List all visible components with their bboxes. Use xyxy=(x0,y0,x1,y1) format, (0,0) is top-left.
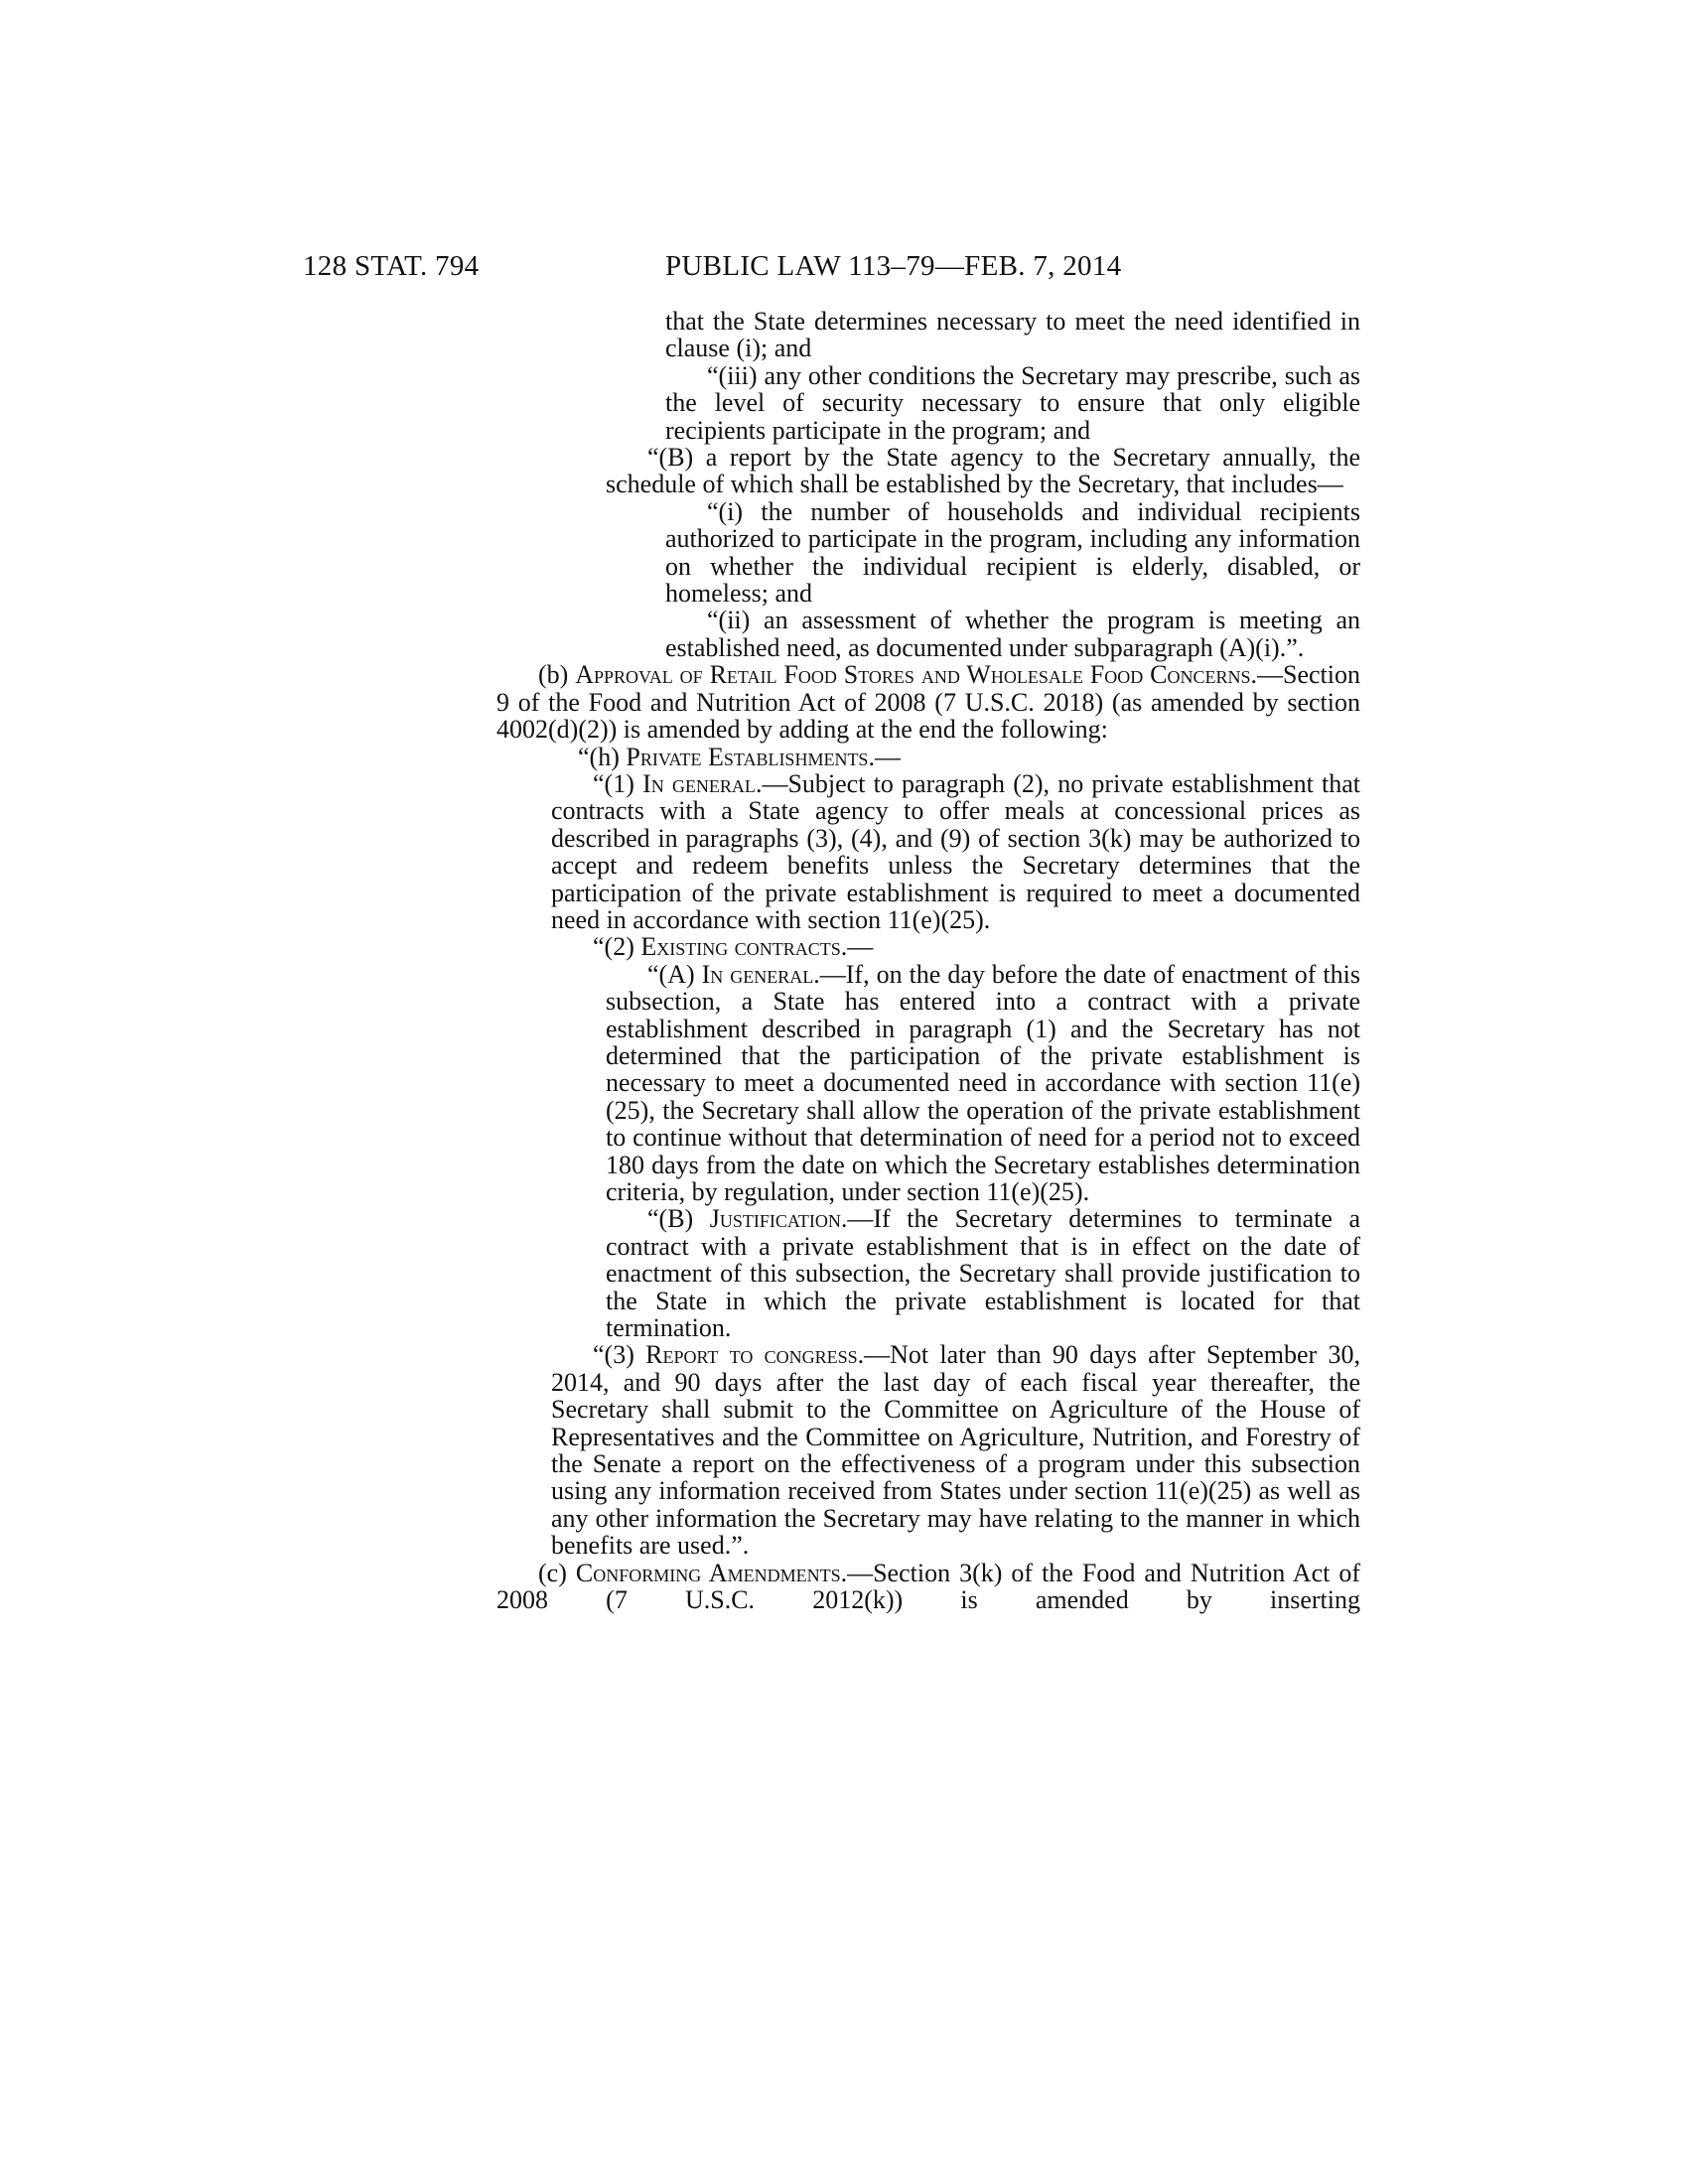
subsection-b xyxy=(496,661,1360,743)
subparagraph-b-report: “(B) a report by the State agency to the Secretary annually, the schedule of which shall be established by the Secretary, that includes— xyxy=(606,443,1360,499)
subparagraph-b-heading: Justification xyxy=(709,1204,841,1234)
subparagraph-b-lead: “(B) xyxy=(647,1204,710,1234)
subsection-c-conforming xyxy=(496,1560,1360,1614)
paragraph-1-lead: “(1) xyxy=(593,768,643,798)
subsection-h-heading-line xyxy=(496,744,1360,770)
subsection-c-lead: (c) xyxy=(538,1558,576,1587)
subparagraph-a-heading: In general xyxy=(701,959,814,989)
paragraph-1-in-general xyxy=(496,770,1360,933)
paragraph-3-heading: Report to congress xyxy=(645,1340,858,1370)
subsection-c-heading: Conforming Amendments xyxy=(575,1558,841,1587)
subsection-h-text: .— xyxy=(868,742,901,771)
subparagraph-a-lead: “(A) xyxy=(647,959,702,989)
subparagraph-b-justification xyxy=(496,1205,1360,1341)
subsection-b-heading: Approval of Retail Food Stores and Wholesale Food Concerns xyxy=(575,660,1251,690)
clause-ii-assessment: “(ii) an assessment of whether the program is meeting an established need, as documented under subparagraph (A)(i).”. xyxy=(665,606,1360,662)
paragraph-1-text: .—Subject to paragraph (2), no private establishment that contracts with a State agency to offer meals at concessional prices as described in paragraphs (3), (4), and (9) of section 3(k) may be authorized to accept and redeem benefits unless the Secretary determines that the participation of the private establishment is required to meet a documented need in accordance with section 11(e)(25). xyxy=(551,768,1360,934)
subsection-h-heading: Private Establishments xyxy=(626,742,869,771)
subsection-b-text: .—Section 9 of the Food and Nutrition Act of 2008 (7 U.S.C. 2018) (as amended by section 4002(d)(2)) is amended by adding at the end the following: xyxy=(496,660,1360,745)
paragraph-1-heading: In general xyxy=(642,768,756,798)
paragraph-3-lead: “(3) xyxy=(593,1340,646,1370)
running-head-public-law: PUBLIC LAW 113–79—FEB. 7, 2014 xyxy=(665,250,1122,282)
document-body xyxy=(496,308,1360,1614)
clause-ii-continuation: that the State determines necessary to meet the need identified in clause (i); and xyxy=(665,307,1360,363)
subparagraph-a-text: .—If, on the day before the date of enactment of this subsection, a State has entered into a contract with a private establishment described in paragraph (1) and the Secretary has not determined that the participation of the private establishment is necessary to meet a documented need in accordance with section 11(e)(25), the Secretary shall allow the operation of the private establishment to continue without that determination of need for a period not to exceed 180 days from the date on which the Secretary establishes determination criteria, by regulation, under section 11(e)(25). xyxy=(606,959,1360,1206)
subparagraph-a-in-general xyxy=(496,961,1360,1206)
clause-i-households: “(i) the number of households and individual recipients authorized to participate in the program, including any information on whether the individual recipient is elderly, disabled, or homeless; and xyxy=(665,496,1360,609)
paragraph-2-heading-line xyxy=(496,933,1360,960)
clause-iii: “(iii) any other conditions the Secretary may prescribe, such as the level of security necessary to ensure that only eligible recipients participate in the program; and xyxy=(665,360,1360,445)
paragraph-3-report-to-congress xyxy=(496,1341,1360,1559)
statute-page-number: 128 STAT. 794 xyxy=(303,250,480,282)
subsection-b-lead: (b) xyxy=(538,660,576,690)
subparagraph-b-text: .—If the Secretary determines to terminate a contract with a private establishment that is in effect on the date of enactment of this subsection, the Secretary shall provide justification to the State in which the private establishment is located for that termination. xyxy=(606,1204,1360,1343)
subsection-h-lead: “(h) xyxy=(578,742,627,771)
paragraph-2-lead: “(2) xyxy=(593,932,641,962)
paragraph-2-heading: Existing contracts xyxy=(640,932,841,962)
paragraph-3-text: .—Not later than 90 days after September 30, 2014, and 90 days after the last day of each fiscal year thereafter, the Secretary shall submit to the Committee on Agriculture of the House of Representatives and the Committee on Agriculture, Nutrition, and Forestry of the Senate a report on the effectiveness of a program under this subsection using any information received from States under section 11(e)(25) as well as any other information the Secretary may have relating to the manner in which benefits are used.”. xyxy=(551,1340,1360,1561)
subsection-c-text: .—Section 3(k) of the Food and Nutrition Act of 2008 (7 U.S.C. 2012(k)) is amended by inserting xyxy=(496,1558,1360,1615)
paragraph-2-text: .— xyxy=(840,932,874,962)
